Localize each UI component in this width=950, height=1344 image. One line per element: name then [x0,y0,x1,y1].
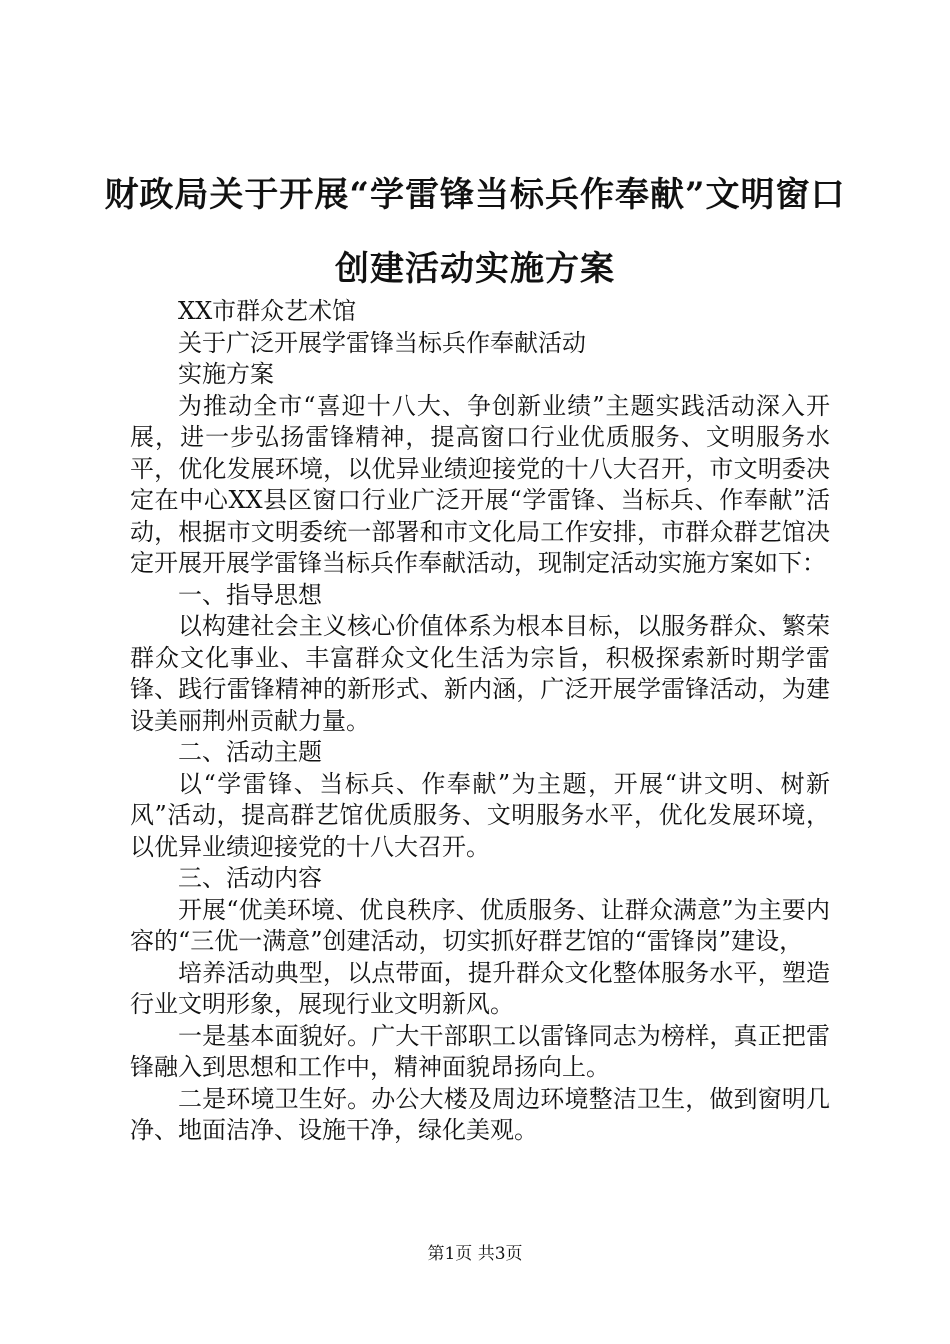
document-title: 财政局关于开展“学雷锋当标兵作奉献”文明窗口创建活动实施方案 [104,175,846,289]
paragraph-guiding-thought: 以构建社会主义核心价值体系为根本目标，以服务群众、繁荣群众文化事业、丰富群众文化生活为宗旨，积极探索新时期学雷锋、践行雷锋精神的新形式、新内涵，广泛开展学雷锋活动，为建设美丽荆州贡献力量。 [130,612,830,735]
heading-activity-theme: 二、活动主题 [178,738,322,766]
paragraph-point-one: 一是基本面貌好。广大干部职工以雷锋同志为榜样，真正把雷锋融入到思想和工作中，精神面貌昂扬向上。 [130,1021,830,1081]
paragraph-subject: 关于广泛开展学雷锋当标兵作奉献活动 [178,328,586,357]
heading-activity-content: 三、活动内容 [178,864,322,892]
paragraph-org: XX市群众艺术馆 [178,297,357,325]
page-number: 第1页 共3页 [427,1244,523,1264]
document-body [130,296,830,1147]
paragraph-activity-theme: 以“学雷锋、当标兵、作奉献”为主题，开展“讲文明、树新风”活动，提高群艺馆优质服务、文明服务水平，优化发展环境，以优异业绩迎接党的十八大召开。 [130,769,830,861]
heading-guiding-thought: 一、指导思想 [178,580,322,609]
paragraph-intro: 为推动全市“喜迎十八大、争创新业绩”主题实践活动深入开展，进一步弘扬雷锋精神，提高窗口行业优质服务、文明服务水平，优化发展环境，以优异业绩迎接党的十八大召开，市文明委决定在中心XX县区窗口行业广泛开展“学雷锋、当标兵、作奉献”活动，根据市文明委统一部署和市文化局工作安排，市群众群艺馆决定开展开展学雷锋当标兵作奉献活动，现制定活动实施方案如下： [130,391,830,577]
paragraph-point-two: 二是环境卫生好。办公大楼及周边环境整洁卫生，做到窗明几净、地面洁净、设施干净，绿化美观。 [130,1084,830,1144]
paragraph-typical-cases: 培养活动典型，以点带面，提升群众文化整体服务水平，塑造行业文明形象，展现行业文明新风。 [130,958,830,1018]
paragraph-doc-type: 实施方案 [178,360,274,388]
paragraph-activity-content: 开展“优美环境、优良秩序、优质服务、让群众满意”为主要内容的“三优一满意”创建活动，切实抓好群艺馆的“雷锋岗”建设， [130,895,830,955]
